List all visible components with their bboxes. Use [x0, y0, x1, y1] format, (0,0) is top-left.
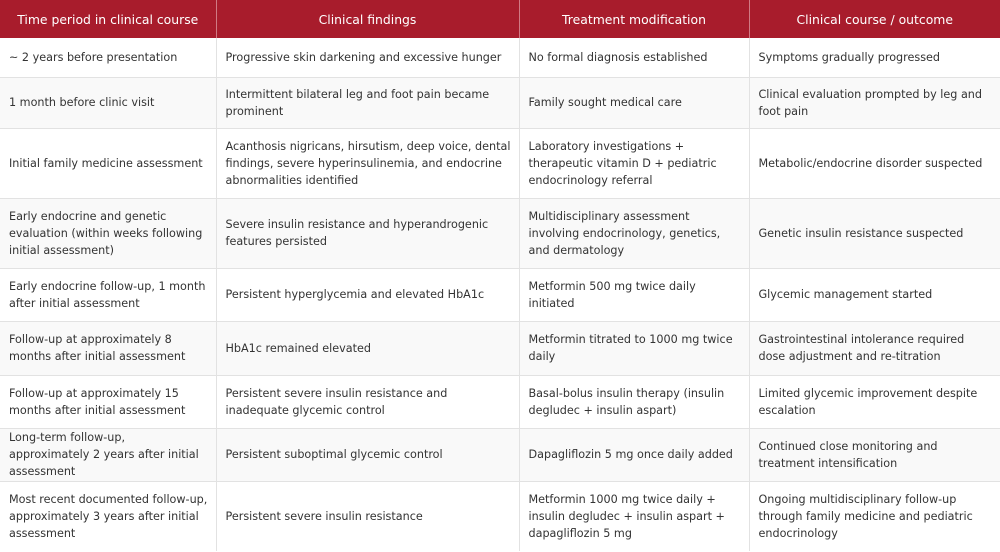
- cell-treatment-modification: No formal diagnosis established: [519, 38, 749, 77]
- cell-treatment-modification: Basal-bolus insulin therapy (insulin degludec + insulin aspart): [519, 375, 749, 428]
- table-row: [0, 268, 1000, 321]
- cell-treatment-modification: Metformin titrated to 1000 mg twice daily: [519, 321, 749, 375]
- cell-clinical-findings: Intermittent bilateral leg and foot pain became prominent: [216, 77, 519, 128]
- header-clinical-findings: Clinical findings: [216, 0, 519, 38]
- cell-treatment-modification: Multidisciplinary assessment involving endocrinology, genetics, and dermatology: [519, 198, 749, 268]
- cell-time-period: Most recent documented follow-up, approximately 3 years after initial assessment: [0, 481, 216, 551]
- cell-treatment-modification: Dapagliflozin 5 mg once daily added: [519, 428, 749, 481]
- header-row: [0, 0, 1000, 38]
- cell-time-period: 1 month before clinic visit: [0, 77, 216, 128]
- cell-clinical-outcome: Limited glycemic improvement despite escalation: [749, 375, 1000, 428]
- cell-clinical-outcome: Glycemic management started: [749, 268, 1000, 321]
- cell-treatment-modification: Metformin 1000 mg twice daily + insulin degludec + insulin aspart + dapagliflozin 5 mg: [519, 481, 749, 551]
- cell-clinical-findings: Persistent severe insulin resistance and inadequate glycemic control: [216, 375, 519, 428]
- header-treatment-modification: Treatment modification: [519, 0, 749, 38]
- cell-time-period: Initial family medicine assessment: [0, 128, 216, 198]
- table-header: [0, 0, 1000, 38]
- cell-time-period: Long-term follow-up, approximately 2 years after initial assessment: [0, 428, 216, 481]
- table-row: [0, 128, 1000, 198]
- cell-clinical-findings: Persistent hyperglycemia and elevated HbA1c: [216, 268, 519, 321]
- table-body: [0, 38, 1000, 551]
- table-row: [0, 375, 1000, 428]
- cell-clinical-outcome: Metabolic/endocrine disorder suspected: [749, 128, 1000, 198]
- table-row: [0, 428, 1000, 481]
- cell-clinical-findings: Persistent suboptimal glycemic control: [216, 428, 519, 481]
- cell-clinical-findings: Persistent severe insulin resistance: [216, 481, 519, 551]
- cell-clinical-outcome: Genetic insulin resistance suspected: [749, 198, 1000, 268]
- cell-clinical-findings: HbA1c remained elevated: [216, 321, 519, 375]
- cell-clinical-outcome: Continued close monitoring and treatment intensification: [749, 428, 1000, 481]
- cell-time-period: Follow-up at approximately 8 months after initial assessment: [0, 321, 216, 375]
- table-row: [0, 321, 1000, 375]
- cell-clinical-findings: Severe insulin resistance and hyperandrogenic features persisted: [216, 198, 519, 268]
- cell-clinical-outcome: Symptoms gradually progressed: [749, 38, 1000, 77]
- cell-time-period: Early endocrine follow-up, 1 month after initial assessment: [0, 268, 216, 321]
- cell-time-period: Early endocrine and genetic evaluation (within weeks following initial assessment): [0, 198, 216, 268]
- table-row: [0, 77, 1000, 128]
- cell-treatment-modification: Laboratory investigations + therapeutic vitamin D + pediatric endocrinology referral: [519, 128, 749, 198]
- cell-clinical-outcome: Gastrointestinal intolerance required dose adjustment and re-titration: [749, 321, 1000, 375]
- header-clinical-outcome: Clinical course / outcome: [749, 0, 1000, 38]
- table-row: [0, 38, 1000, 77]
- cell-time-period: ~ 2 years before presentation: [0, 38, 216, 77]
- cell-time-period: Follow-up at approximately 15 months after initial assessment: [0, 375, 216, 428]
- table-row: [0, 481, 1000, 551]
- cell-clinical-findings: Progressive skin darkening and excessive hunger: [216, 38, 519, 77]
- cell-treatment-modification: Metformin 500 mg twice daily initiated: [519, 268, 749, 321]
- cell-treatment-modification: Family sought medical care: [519, 77, 749, 128]
- cell-clinical-findings: Acanthosis nigricans, hirsutism, deep voice, dental findings, severe hyperinsulinemia, and endocrine abnormalities identified: [216, 128, 519, 198]
- header-time-period: Time period in clinical course: [0, 0, 216, 38]
- cell-clinical-outcome: Clinical evaluation prompted by leg and foot pain: [749, 77, 1000, 128]
- table-row: [0, 198, 1000, 268]
- cell-clinical-outcome: Ongoing multidisciplinary follow-up through family medicine and pediatric endocrinology: [758, 492, 973, 540]
